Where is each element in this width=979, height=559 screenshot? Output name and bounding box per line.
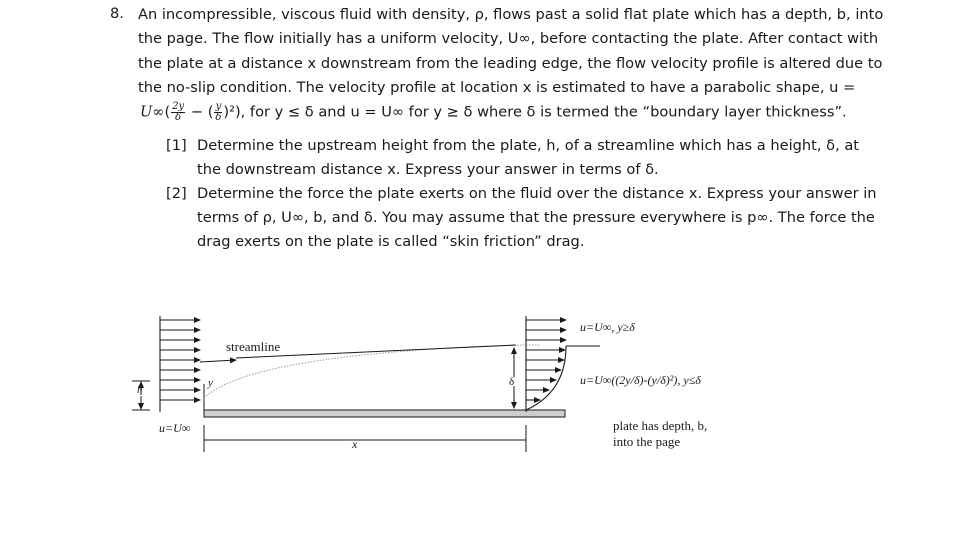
problem-line-1: An incompressible, viscous fluid with density, ρ, flows past a solid flat plate which has a depth, b, into — [138, 6, 884, 23]
part-1-line-2: the downstream distance x. Express your answer in terms of δ. — [197, 161, 659, 178]
part-2-label: [2] — [166, 185, 187, 202]
streamline-inlet — [200, 360, 236, 362]
plate-depth-note-1: plate has depth, b, — [613, 418, 708, 433]
outer-velocity-label: u=U∞, y≥δ — [580, 320, 635, 334]
problem-number: 8. — [110, 5, 124, 22]
formula-frac-2y-over-delta: $\frac{2y}{\delta}$ — [172, 101, 185, 123]
plate-depth-note-2: into the page — [613, 434, 681, 449]
formula-minus: − ( — [186, 103, 214, 121]
x-label: x — [352, 437, 358, 451]
formula-frac-y-over-delta: $\frac{y}{\delta}$ — [215, 101, 222, 123]
part-2-line-2: terms of ρ, U∞, b, and δ. You may assume that the pressure everywhere is p∞. The force the — [197, 209, 875, 226]
streamline-label: streamline — [226, 339, 281, 354]
formula-lead: U∞ — [140, 103, 165, 121]
flat-plate — [204, 410, 565, 417]
part-2-line-1: Determine the force the plate exerts on the fluid over the distance x. Express your answer in — [197, 185, 877, 202]
formula-tail: )²), for y ≤ δ and u = U∞ for y ≥ δ where δ is termed the “boundary layer thickness”. — [223, 103, 847, 121]
part-1-line-1: Determine the upstream height from the plate, h, of a streamline which has a height, δ, at — [197, 137, 860, 154]
inlet-velocity-label: u=U∞ — [159, 421, 191, 435]
h-label: h — [137, 384, 143, 396]
x-dimension — [204, 425, 526, 452]
part-1-label: [1] — [166, 137, 187, 154]
problem-line-2: the page. The flow initially has a uniform velocity, U∞, before contacting the plate. After contact with — [138, 30, 879, 47]
inlet-velocity-profile — [160, 316, 200, 412]
part-2-line-3: drag exerts on the plate is called “skin friction” drag. — [197, 233, 585, 250]
problem-line-3: the plate at a distance x downstream from the leading edge, the flow velocity profile is altered due to — [138, 55, 883, 72]
profile-equation-label: u=U∞((2y/δ)-(y/δ)²), y≤δ — [580, 373, 701, 387]
problem-line-4: the no-slip condition. The velocity profile at location x is estimated to have a parabolic shape, u = — [138, 79, 856, 96]
delta-label: δ — [509, 376, 515, 388]
formula-line: U∞( $\frac{2y}{\delta}$ − ( $\frac{y}{\delta}$ )²), for y ≤ δ and u = U∞ for y ≥ δ where δ is termed the “boundary layer thickness”. — [140, 101, 847, 123]
y-label: y — [208, 377, 213, 389]
